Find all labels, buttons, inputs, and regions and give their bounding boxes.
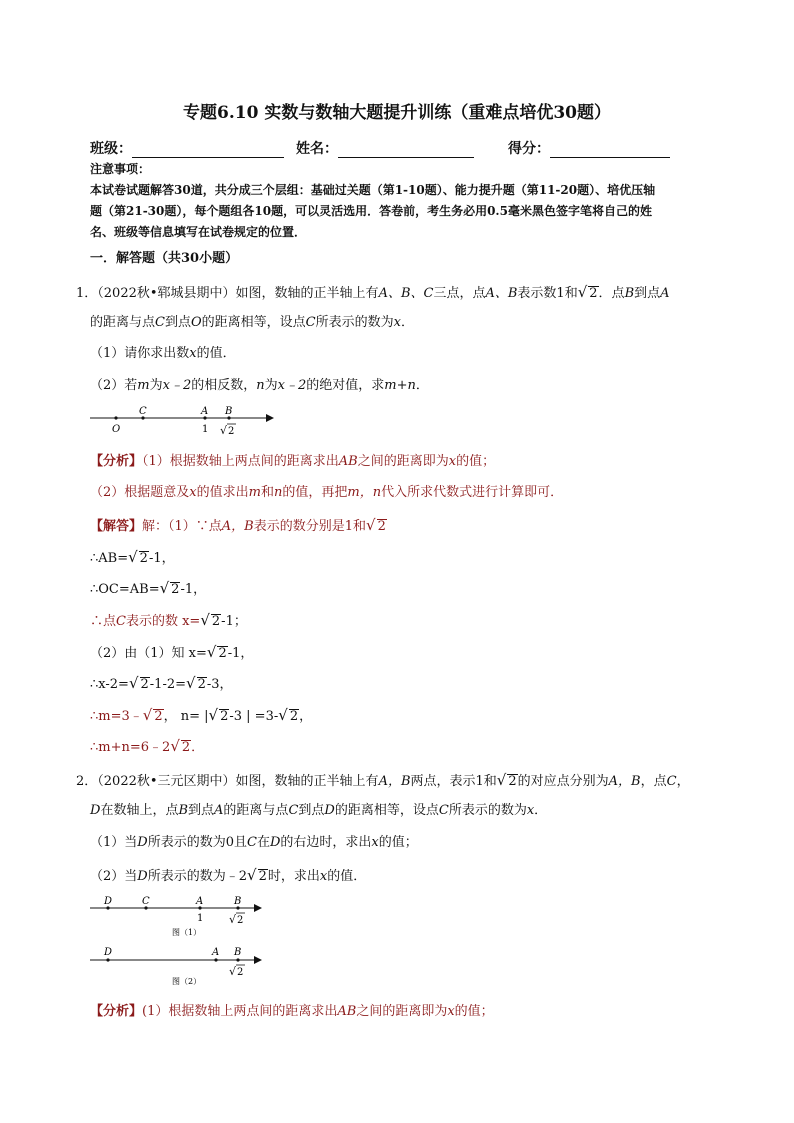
text: 的值，再把	[282, 485, 348, 500]
q1-line-2	[90, 314, 414, 332]
text: ∴m=3﹣	[90, 709, 143, 724]
sym: x	[448, 454, 457, 469]
text: 两点，表示1和	[410, 774, 497, 789]
sqrt-sign: √	[159, 579, 170, 597]
sym: A	[214, 803, 224, 818]
sym: C	[288, 803, 299, 818]
analysis-tag: 【分析】	[90, 1004, 143, 1019]
q1-answer-1	[90, 516, 387, 536]
text: （2）根据题意及	[90, 485, 190, 500]
analysis-tag: 【分析】	[90, 454, 143, 469]
name-blank	[338, 143, 474, 158]
score-field	[508, 140, 670, 158]
q2-figure-2	[88, 942, 268, 990]
point-o	[114, 416, 117, 419]
radicand: 2	[589, 286, 598, 301]
label-a: A	[201, 406, 209, 417]
sym: A、B、C	[378, 286, 434, 301]
text: -1，	[148, 551, 175, 566]
radicand: 2	[258, 869, 267, 884]
text: 如图，数轴的正半轴上有	[235, 286, 379, 301]
text: -1-2=	[149, 677, 187, 692]
text: -1，	[227, 646, 254, 661]
label-sqrt-radicand: 2	[237, 967, 244, 978]
label-sqrt-sign: √	[229, 965, 237, 978]
label-a: A	[212, 947, 220, 958]
text: -1，	[180, 582, 207, 597]
sym: AB	[338, 454, 358, 469]
sqrt-sign: √	[278, 706, 288, 724]
sym: x	[189, 346, 197, 361]
text: -3 | =3-	[229, 709, 279, 724]
score-label: 得分：	[508, 141, 550, 157]
text: 所表示的数为	[448, 803, 527, 818]
text: 的值；	[378, 835, 418, 850]
sym: B	[178, 803, 189, 818]
sqrt-sign: √	[366, 516, 376, 534]
label-1: 1	[202, 424, 209, 435]
text: 的值；	[456, 454, 496, 469]
radicand: 2	[289, 709, 299, 724]
q2-analysis-1	[90, 1003, 494, 1021]
section-heading: 一．解答题（共30小题）	[90, 251, 239, 266]
text: 所表示的数为0且	[147, 835, 247, 850]
sym: x	[393, 315, 401, 330]
sym: C	[116, 614, 126, 629]
text: 的距离相等，设点	[201, 315, 306, 330]
text: ．	[534, 803, 548, 818]
label-b: B	[234, 947, 242, 958]
sqrt-sign: √	[170, 737, 180, 755]
q1-analysis-2	[90, 484, 563, 502]
figure-caption: 图（1）	[172, 928, 202, 937]
text: 为	[264, 378, 278, 393]
text: 所表示的数为	[315, 315, 394, 330]
text: 在	[256, 835, 270, 850]
class-blank	[132, 143, 284, 158]
page-title: 专题6.10 实数与数轴大题提升训练（重难点培优30题）	[183, 103, 611, 123]
text: 代入所求代数式进行计算即可．	[381, 485, 564, 500]
text: 的距离与点	[223, 803, 289, 818]
text: ∴m+n=6﹣2	[90, 740, 171, 755]
text: （1）当	[90, 835, 138, 850]
arrow-head	[254, 904, 262, 912]
text: ．	[415, 378, 429, 393]
point-b	[236, 958, 239, 961]
radicand: 2	[218, 646, 227, 661]
label-1: 1	[197, 913, 204, 924]
sym: C	[305, 315, 316, 330]
sym: D	[90, 803, 101, 818]
q1-sub-2	[90, 377, 429, 395]
text: 到点	[188, 803, 215, 818]
q1-step-4	[90, 643, 253, 663]
label-d: D	[104, 947, 113, 958]
sqrt-sign: √	[247, 866, 257, 884]
text: ∴x-2=	[90, 677, 129, 692]
text: 的右边时，求出	[280, 835, 372, 850]
sym: D	[324, 803, 335, 818]
q1-number-line	[88, 402, 278, 438]
sqrt-sign: √	[208, 706, 219, 724]
sym: A，B	[378, 774, 411, 789]
figure-caption: 图（2）	[172, 977, 202, 986]
radicand: 2	[377, 519, 386, 534]
radicand: 2	[140, 677, 149, 692]
answer-tag: 【解答】	[90, 519, 143, 534]
text: (1）根据数轴上两点间的距离求出	[142, 1004, 338, 1019]
sqrt-sign: √	[200, 611, 210, 629]
text: 解：（1）∵点	[142, 519, 222, 534]
text: 的值；	[454, 1004, 494, 1019]
sqrt-sign: √	[186, 674, 196, 692]
radicand: 2	[211, 614, 221, 629]
text: 到点	[634, 286, 661, 301]
radicand: 2	[154, 709, 163, 724]
name-label: 姓名：	[296, 141, 338, 157]
notice-heading: 注意事项：	[90, 162, 151, 176]
text: （2）当	[90, 869, 138, 884]
text: （2）若	[90, 378, 138, 393]
radicand: 2	[220, 709, 229, 724]
sym: D	[137, 835, 148, 850]
text: 如图，数轴的正半轴上有	[235, 774, 379, 789]
text: ．	[400, 315, 414, 330]
q2-source: （2022秋•三元区期中）	[97, 774, 236, 789]
q1-step-5	[90, 674, 233, 694]
text: ∴AB=	[90, 551, 129, 566]
q1-step-2	[90, 579, 206, 599]
q1-source: （2022秋•郓城县期中）	[97, 286, 236, 301]
text: 的距离与点	[90, 315, 156, 330]
text: ，点	[640, 774, 667, 789]
label-sqrt-sign: √	[229, 913, 237, 926]
text: ∴OC=AB=	[90, 582, 160, 597]
sym: x	[526, 803, 535, 818]
radicand: 2	[171, 582, 180, 597]
q1-sub-1	[90, 345, 236, 363]
sym: n	[273, 485, 283, 500]
text: 的相反数，	[191, 378, 257, 393]
q1-analysis-1	[90, 453, 495, 471]
text: 表示数1和	[517, 286, 578, 301]
text: 的值求出	[196, 485, 249, 500]
text: ，	[299, 709, 313, 724]
text: 为	[149, 378, 163, 393]
text: 到点	[298, 803, 325, 818]
score-blank	[550, 143, 670, 158]
sqrt-sign: √	[577, 283, 588, 301]
label-c: C	[139, 406, 147, 417]
sym: D	[269, 835, 281, 850]
label-c: C	[142, 896, 150, 907]
label-b: B	[225, 406, 233, 417]
sym: D	[137, 869, 148, 884]
label-sqrt-radicand: 2	[237, 915, 244, 926]
text: 的距离相等，设点	[334, 803, 439, 818]
sqrt-sign: √	[496, 771, 507, 789]
sym: x	[319, 869, 328, 884]
text: 的值．	[327, 869, 367, 884]
arrow-head	[266, 414, 274, 422]
text: 在数轴上，点	[100, 803, 179, 818]
sym: m	[248, 485, 261, 500]
text: （2）由（1）知 x=	[90, 646, 207, 661]
text: 三点，点	[433, 286, 486, 301]
sym: A、B	[485, 286, 518, 301]
text: 之间的距离即为	[357, 454, 449, 469]
notice-line-1: 本试卷试题解答30道，共分成三个层组：基础过关题（第1-10题）、能力提升题（第11-20题）、培优压轴	[90, 183, 656, 197]
class-label: 班级：	[90, 141, 132, 157]
text: 时，求出	[267, 869, 320, 884]
arrow-head	[254, 956, 262, 964]
sym: A	[660, 286, 670, 301]
sym: O	[190, 315, 202, 330]
sym: x	[371, 835, 379, 850]
q1-step-7	[90, 737, 204, 757]
sqrt-sign: √	[128, 548, 138, 566]
text: 和	[260, 485, 274, 500]
sym: A，B	[221, 519, 254, 534]
point-d	[106, 958, 109, 961]
text: （1）请你求出数	[90, 346, 190, 361]
sqrt-sign: √	[128, 674, 139, 692]
sym: C	[438, 803, 449, 818]
text: -1；	[221, 614, 247, 629]
text: -3，	[206, 677, 233, 692]
sym: m，n	[347, 485, 382, 500]
text: 之间的距离即为	[356, 1004, 448, 1019]
sym: C	[666, 774, 677, 789]
sym: x	[447, 1004, 455, 1019]
q2-sub-2	[90, 866, 366, 886]
sym: C	[155, 315, 165, 330]
radicand: 2	[139, 551, 148, 566]
label-d: D	[104, 896, 113, 907]
radicand: 2	[181, 740, 191, 755]
q2-line-2	[90, 802, 547, 820]
expr: x﹣2	[162, 378, 192, 393]
text: 表示的数 x=	[125, 614, 201, 629]
notice-line-2: 题（第21-30题），每个题组各10题，可以灵活选用．答卷前，考生务必用0.5毫米黑色签字笔将自己的姓	[90, 204, 652, 218]
text: 的值．	[196, 346, 236, 361]
q2-number: 2．	[76, 774, 98, 789]
sym: m	[137, 378, 150, 393]
q1-step-6	[90, 706, 312, 726]
text: 到点	[164, 315, 191, 330]
q2-sub-1	[90, 834, 418, 852]
sym: AB	[337, 1004, 357, 1019]
sym: C	[247, 835, 257, 850]
sqrt-sign: √	[206, 643, 217, 661]
label-sqrt-radicand: 2	[228, 426, 235, 437]
label-sqrt-sign: √	[220, 424, 228, 437]
expr: x﹣2	[277, 378, 307, 393]
q1-step-3	[90, 611, 247, 631]
sym: n	[256, 378, 265, 393]
sym: x	[189, 485, 197, 500]
text: ．点	[598, 286, 625, 301]
q1-step-1	[90, 548, 175, 568]
label-b: B	[234, 896, 242, 907]
q1-number: 1．	[76, 286, 98, 301]
q1-line-1	[76, 283, 670, 303]
label-o: O	[112, 424, 121, 435]
sym: B	[624, 286, 635, 301]
text: ．	[191, 740, 205, 755]
text: （1）根据数轴上两点间的距离求出	[142, 454, 339, 469]
name-field	[296, 140, 474, 158]
expr: m+n	[384, 378, 416, 393]
sym: A，B	[608, 774, 641, 789]
text: 表示的数分别是1和	[253, 519, 367, 534]
notice-line-3: 名、班级等信息填写在试卷规定的位置．	[90, 225, 307, 239]
sqrt-sign: √	[142, 706, 153, 724]
q2-figure-1	[88, 892, 268, 940]
q2-line-1: 2．（2022秋•三元区期中）如图，数轴的正半轴上有A，B两点，表示1和√ 2的对应点分别为A，B，点C，	[76, 771, 690, 789]
label-a: A	[196, 896, 204, 907]
radicand: 2	[197, 677, 206, 692]
radicand: 2	[508, 774, 517, 789]
text: ， n= |	[163, 709, 209, 724]
point-a	[214, 958, 217, 961]
text: 所表示的数为﹣2	[147, 869, 247, 884]
text: 的绝对值，求	[306, 378, 385, 393]
text: ∴点	[90, 614, 117, 629]
class-field	[90, 140, 284, 158]
text: 的对应点分别为	[517, 774, 609, 789]
